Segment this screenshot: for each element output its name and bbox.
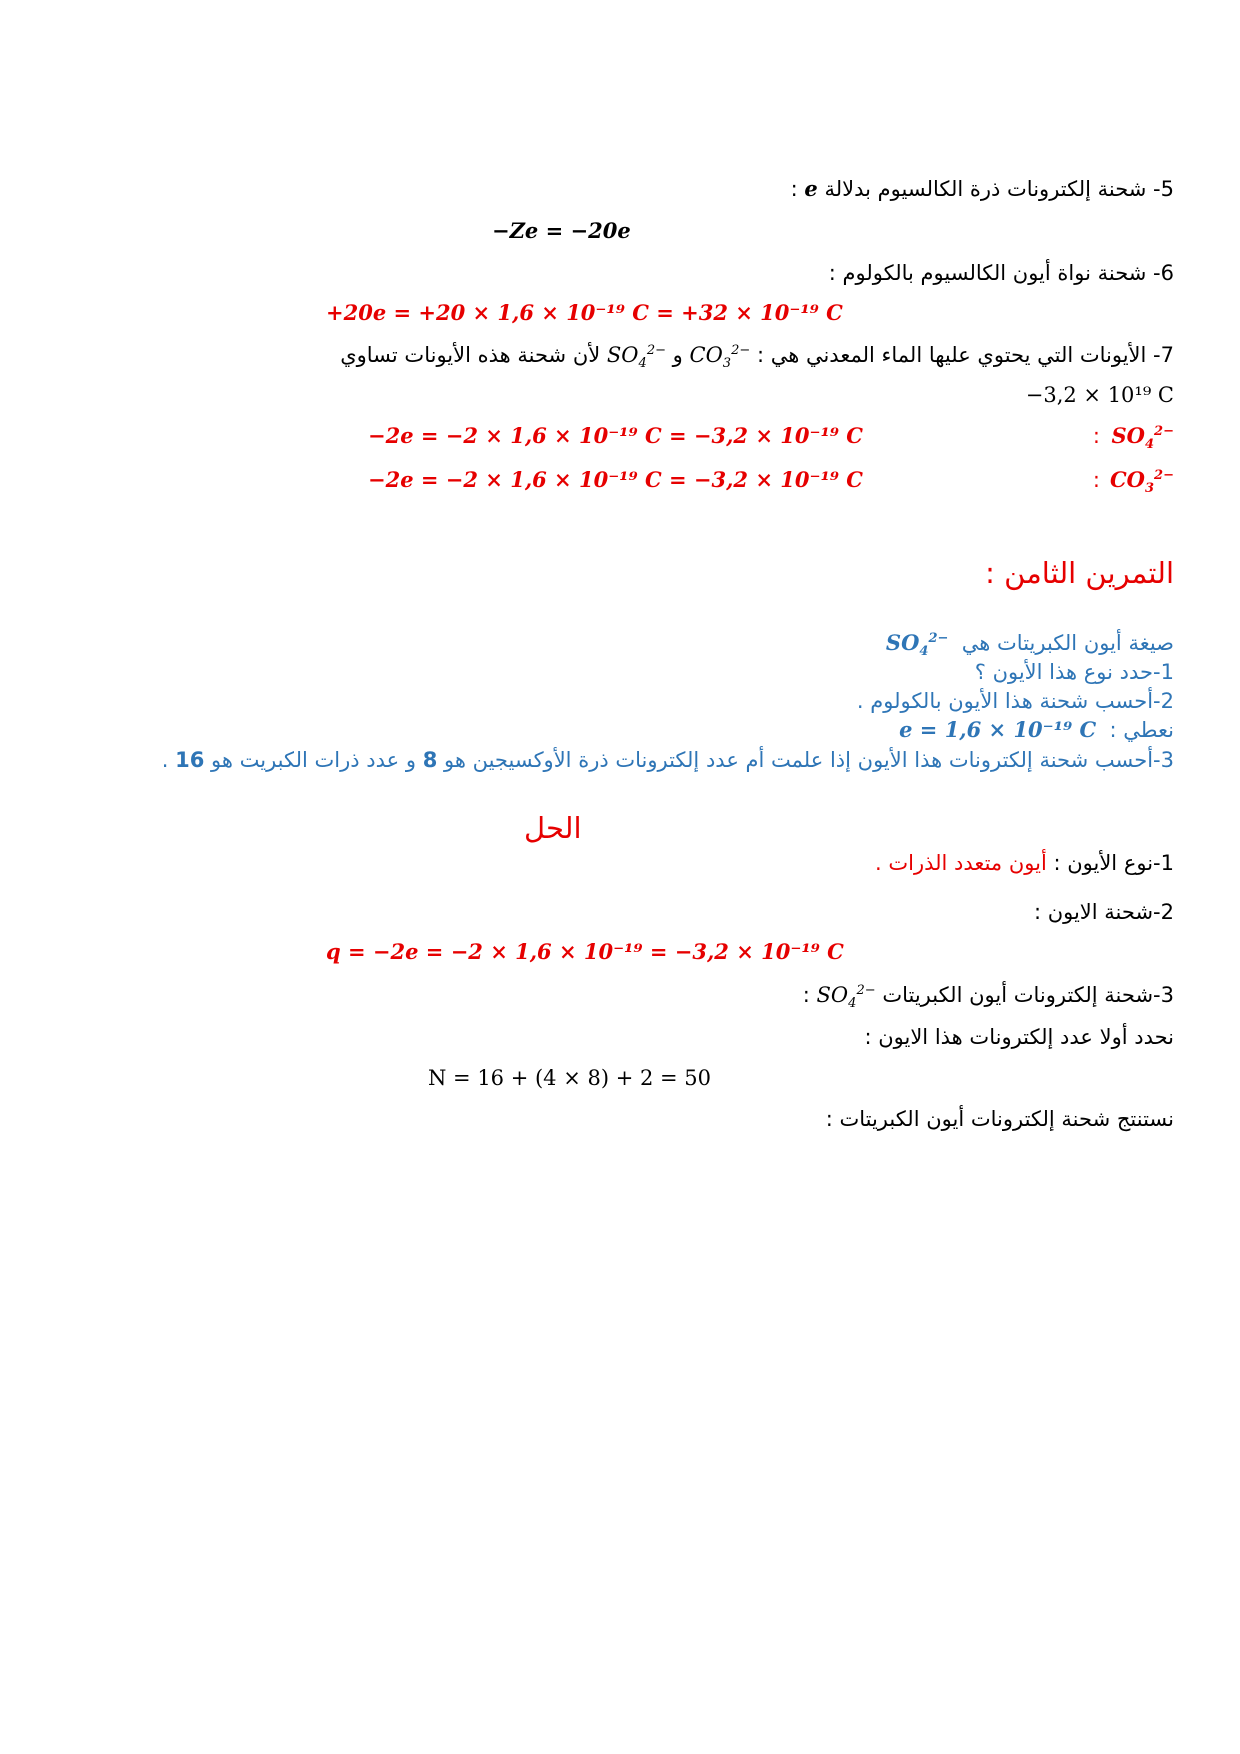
solution-2-answer: q = −2e = −2 × 1,6 × 10⁻¹⁹ = −3,2 × 10⁻¹⁹ C: [326, 939, 844, 964]
ex8-q1: 1-حدد نوع هذا الأيون ؟: [974, 660, 1174, 684]
ex8-q3-mid: و عدد ذرات الكبريت هو: [211, 748, 417, 772]
q5-answer: −Ze = −20e: [492, 218, 631, 243]
q7-value: −3,2 × 10¹⁹ C: [1025, 383, 1174, 407]
q7-text-start: 7- الأيونات التي يحتوي عليها الماء المعدني هي :: [756, 343, 1174, 367]
ex8-q3-start: 3-أحسب شحنة إلكترونات هذا الأيون إذا علمت أم عدد إلكترونات ذرة الأوكسيجين هو: [444, 748, 1174, 772]
solution-1: [875, 848, 1174, 878]
s1-label: 1-نوع الأيون :: [1053, 851, 1174, 875]
so4-answer: −2e = −2 × 1,6 × 10⁻¹⁹ C = −3,2 × 10⁻¹⁹ C: [368, 423, 863, 448]
solution-title: الحل: [524, 811, 582, 845]
q5-colon: :: [790, 177, 805, 201]
ex8-given-label: نعطي :: [1109, 718, 1174, 742]
ex8-q3-sulfur: 16: [175, 748, 205, 772]
s1-answer: أيون متعدد الذرات .: [875, 851, 1047, 875]
ex8-given: [899, 715, 1174, 745]
q6-answer: +20e = +20 × 1,6 × 10⁻¹⁹ C = +32 × 10⁻¹⁹ C: [326, 300, 843, 325]
so4-label: $SO_4^{2-}$: [1111, 423, 1174, 453]
ex8-given-value: e = 1,6 × 10⁻¹⁹ C: [899, 717, 1097, 742]
so4-colon: :: [1092, 424, 1100, 448]
co3-colon: :: [1092, 468, 1100, 492]
solution-2-label: 2-شحنة الايون :: [1033, 900, 1174, 924]
ex8-formula-ion: $SO_4^{2-}$: [885, 630, 949, 660]
solution-3-step1: نحدد أولا عدد إلكترونات هذا الايون :: [864, 1025, 1174, 1049]
question-6: 6- شحنة نواة أيون الكالسيوم بالكولوم :: [828, 261, 1174, 285]
q7-ion-so4: $SO_4^{2-}$: [606, 343, 666, 372]
ex8-q3-end: .: [161, 748, 169, 772]
question-7: [340, 340, 1174, 370]
exercise-8-title: التمرين الثامن :: [985, 556, 1174, 590]
co3-answer: −2e = −2 × 1,6 × 10⁻¹⁹ C = −3,2 × 10⁻¹⁹ C: [368, 467, 863, 492]
q7-and: و: [666, 343, 690, 367]
question-5: [791, 174, 1174, 204]
co3-label: $CO_3^{2-}$: [1109, 467, 1174, 497]
s3-colon: :: [802, 983, 817, 1007]
s3-ion: $SO_4^{2-}$: [816, 983, 876, 1012]
solution-3: [803, 980, 1174, 1010]
solution-3-formula: N = 16 + (4 × 8) + 2 = 50: [428, 1066, 712, 1090]
ex8-q2: 2-أحسب شحنة هذا الأيون بالكولوم .: [856, 689, 1174, 713]
q5-text: 5- شحنة إلكترونات ذرة الكالسيوم بدلالة: [824, 177, 1174, 201]
q7-ion-co3: $CO_3^{2-}$: [689, 343, 751, 372]
q5-var: e: [804, 176, 818, 201]
ex8-q3: [162, 745, 1174, 775]
solution-3-step2: نستنتج شحنة إلكترونات أيون الكبريتات :: [825, 1107, 1174, 1131]
s3-label: 3-شحنة إلكترونات أيون الكبريتات: [882, 983, 1174, 1007]
q7-text-end: لأن شحنة هذه الأيونات تساوي: [340, 343, 601, 367]
ex8-q3-oxygen: 8: [422, 748, 438, 772]
ex8-formula-text: صيغة أيون الكبريتات هي: [961, 631, 1174, 655]
ex8-formula: [886, 628, 1174, 658]
